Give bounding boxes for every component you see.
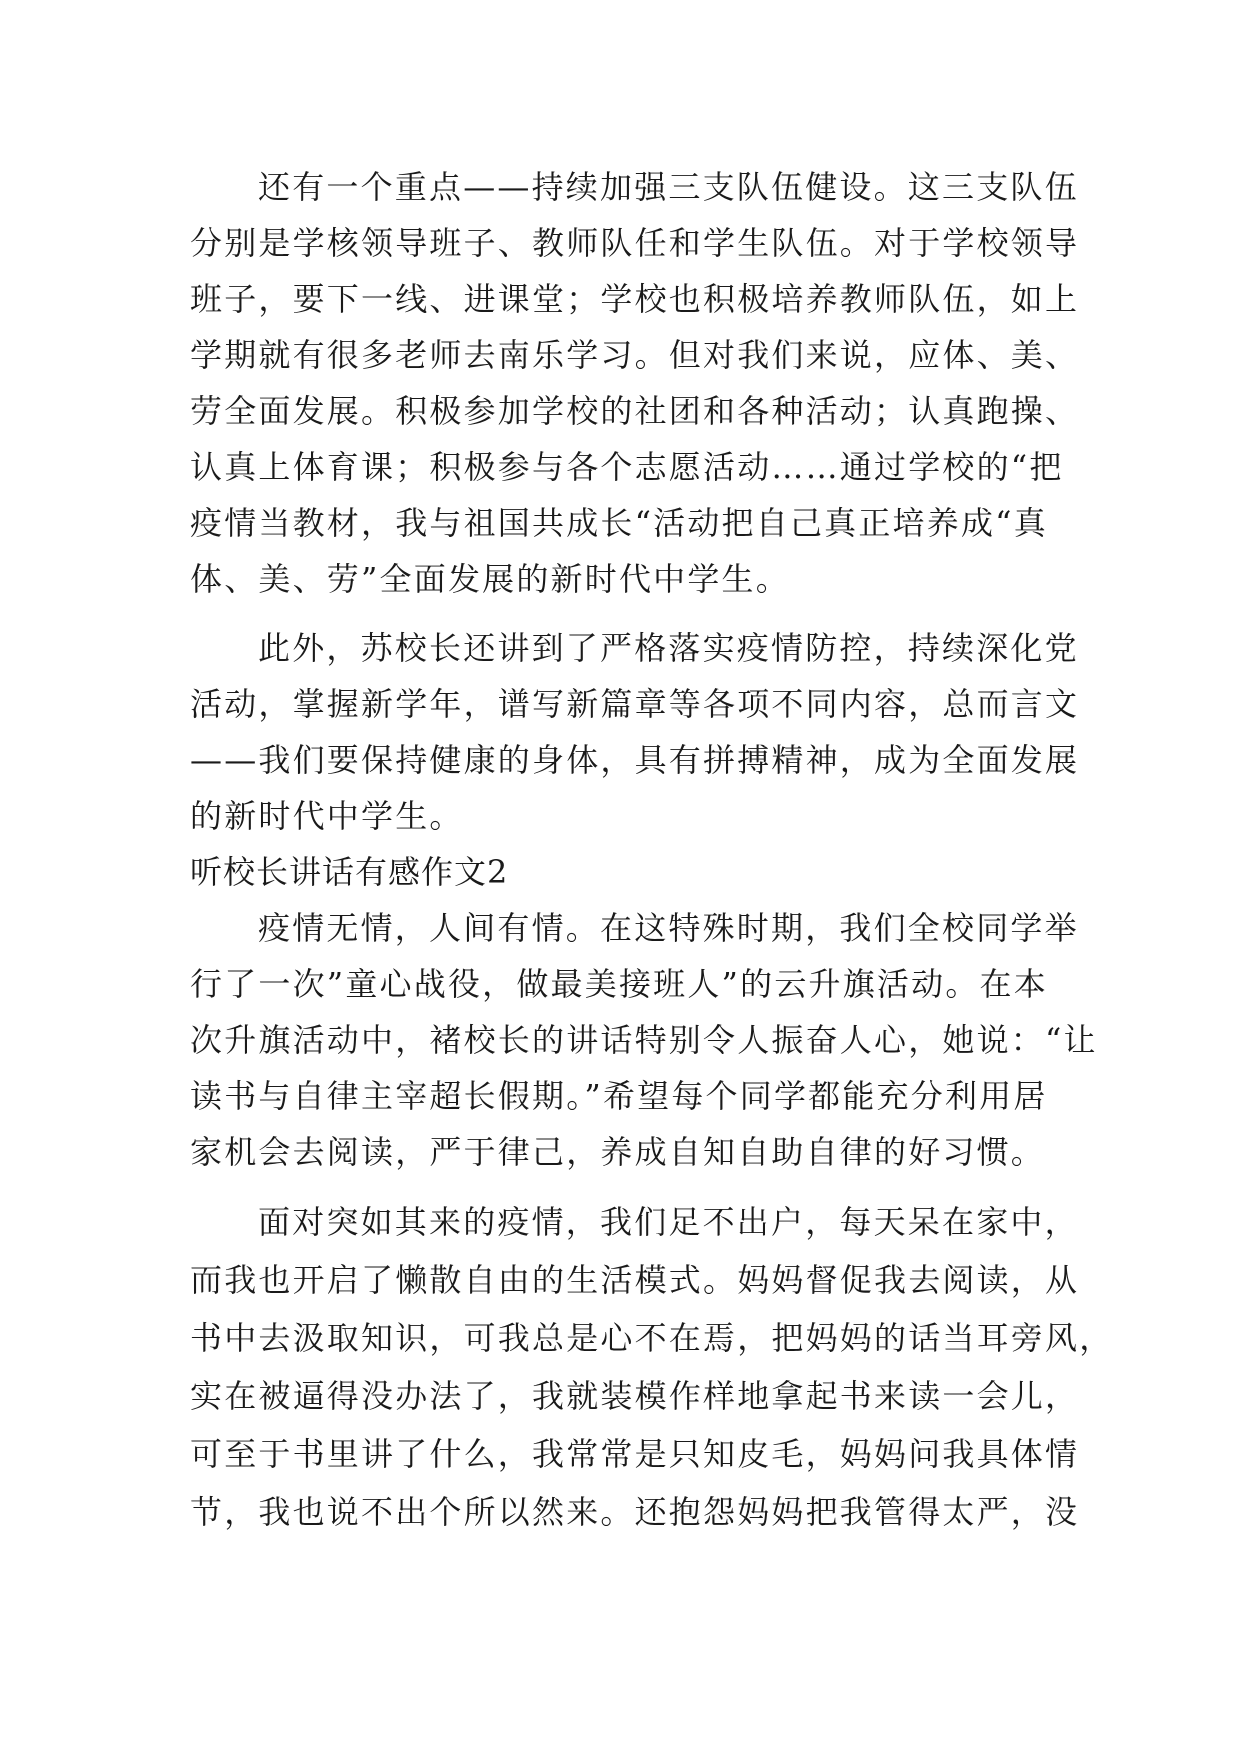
paragraph-line: 班子，要下一线、进课堂；学校也积极培养教师队伍，如上 xyxy=(190,280,1080,318)
paragraph-line: 劳全面发展。积极参加学校的社团和各种活动；认真跑操、 xyxy=(190,392,1080,430)
paragraph-line: 面对突如其来的疫情，我们足不出户，每天呆在家中， xyxy=(258,1203,1079,1241)
paragraph-line: 活动，掌握新学年，谱写新篇章等各项不同内容，总而言文 xyxy=(190,685,1080,723)
paragraph-line: 还有一个重点——持续加强三支队伍健设。这三支队伍 xyxy=(258,168,1079,206)
paragraph-line: 而我也开启了懒散自由的生活模式。妈妈督促我去阅读，从 xyxy=(190,1261,1080,1299)
paragraph-line: 的新时代中学生。 xyxy=(190,797,464,835)
essay-title: 听校长讲话有感作文2 xyxy=(190,853,509,891)
paragraph-line: 实在被逼得没办法了，我就装模作样地拿起书来读一会儿， xyxy=(190,1377,1080,1415)
paragraph-line: 体、美、劳”全面发展的新时代中学生。 xyxy=(190,560,790,598)
paragraph-line: 读书与自律主宰超长假期。”希望每个同学都能充分利用居 xyxy=(190,1077,1048,1115)
paragraph-line: 次升旗活动中，褚校长的讲话特别令人振奋人心，她说：“让 xyxy=(190,1021,1098,1059)
paragraph-line: 此外，苏校长还讲到了严格落实疫情防控，持续深化党 xyxy=(258,629,1079,667)
paragraph-line: 疫情当教材，我与祖国共成长“活动把自己真正培养成“真 xyxy=(190,504,1048,542)
paragraph-line: 节，我也说不出个所以然来。还抱怨妈妈把我管得太严，没 xyxy=(190,1493,1080,1531)
paragraph-line: 认真上体育课；积极参与各个志愿活动……通过学校的“把 xyxy=(190,448,1064,486)
paragraph-line: 家机会去阅读，严于律己，养成自知自助自律的好习惯。 xyxy=(190,1133,1046,1171)
paragraph-line: 疫情无情，人间有情。在这特殊时期，我们全校同学举 xyxy=(258,909,1079,947)
paragraph-line: 学期就有很多老师去南乐学习。但对我们来说，应体、美、 xyxy=(190,336,1080,374)
paragraph-line: ——我们要保持健康的身体，具有拼搏精神，成为全面发展 xyxy=(190,741,1080,779)
paragraph-line: 书中去汲取知识，可我总是心不在焉，把妈妈的话当耳旁风， xyxy=(190,1319,1114,1357)
paragraph-line: 可至于书里讲了什么，我常常是只知皮毛，妈妈问我具体情 xyxy=(190,1435,1080,1473)
paragraph-line: 分别是学核领导班子、教师队任和学生队伍。对于学校领导 xyxy=(190,224,1080,262)
paragraph-line: 行了一次”童心战役，做最美接班人”的云升旗活动。在本 xyxy=(190,965,1048,1003)
